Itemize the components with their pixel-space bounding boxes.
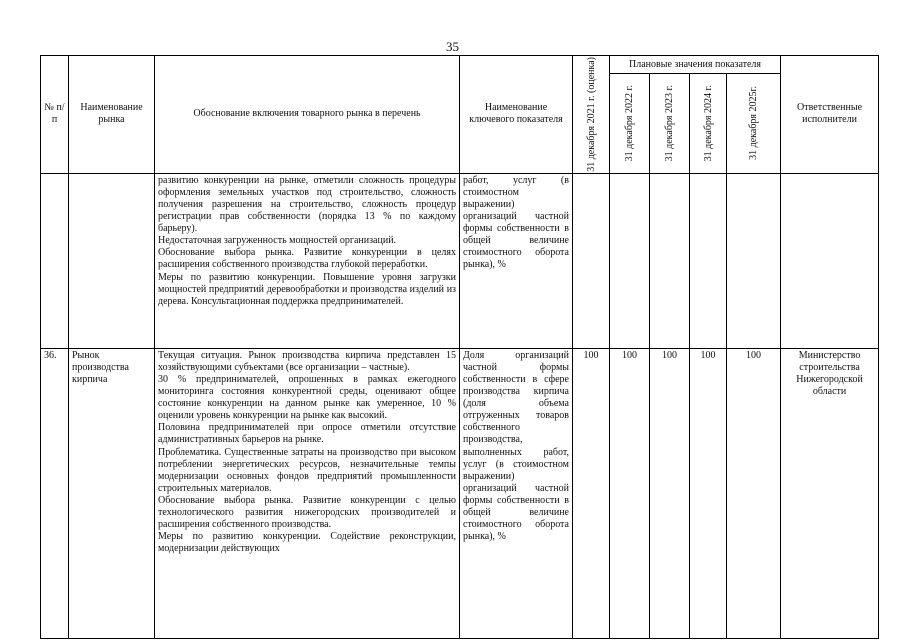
- header-2021: 31 декабря 2021 г. (оценка): [573, 56, 610, 174]
- header-responsible: Ответственные исполнители: [781, 56, 879, 174]
- row-number: 36.: [41, 348, 69, 638]
- header-justification: Обоснование включения товарного рынка в перечень: [155, 56, 460, 174]
- header-planned-values: Плановые значения показателя: [610, 56, 781, 74]
- header-2022: 31 декабря 2022 г.: [610, 73, 650, 173]
- value-2024: 100: [690, 348, 727, 638]
- market-justification: Текущая ситуация. Рынок производства кирпича представлен 15 хозяйствующими субъектами (все организации – частные). 30 % предпринимателей, опрошенных в рамках ежегодного мониторинга состояния конкурентной среды, оценивают общее состояние конкуренции на данном рынке как умеренное, 10 % оценили уровень конкуренции на рынке как высокий. Половина предпринимателей при опросе отметили отсутствие административных барьеров на рынке. Проблематика. Существенные затраты на производство при высоком потреблении энергетических ресурсов, незначительные темпы модернизации основных фондов предприятий промышленности строительных материалов. Обоснование выбора рынка. Развитие конкуренции с целью технологического развития нижегородских производителей и расширения собственного производства. Меры по развитию конкуренции. Содействие реконструкции, модернизации действующих: [155, 348, 460, 638]
- prev-justification: развитию конкуренции на рынке, отметили сложность процедуры оформления земельных участков под строительство, сложность получения разрешения на строительство, сложность процедур регистрации прав собственности (порядка 13 % по каждому барьеру). Недостаточная загруженность мощностей организаций. Обоснование выбора рынка. Развитие конкуренции в целях расширения собственного производства глубокой переработки. Меры по развитию конкуренции. Повышение уровня загрузки мощностей предприятий деревообработки и производства изделий из дерева. Консультационная поддержка предпринимателей.: [155, 173, 460, 348]
- header-2025: 31 декабря 2025г.: [727, 73, 781, 173]
- value-2022: 100: [610, 348, 650, 638]
- key-indicator: Доля организаций частной формы собственности в сфере производства кирпича (доля объема отгруженных товаров собственного производства, выполненных работ, услуг (в стоимостном выражении) организаций частной формы собственности в общей величине стоимостного оборота рынка), %: [460, 348, 573, 638]
- value-2023: 100: [650, 348, 690, 638]
- table-row-continued: [41, 173, 879, 348]
- competition-market-table: [40, 55, 879, 639]
- header-indicator: Наименование ключевого показателя: [460, 56, 573, 174]
- value-2025: 100: [727, 348, 781, 638]
- responsible-executor: Министерство строительства Нижегородской области: [781, 348, 879, 638]
- page-number: 35: [446, 39, 459, 54]
- market-name: Рынок производства кирпича: [69, 348, 155, 638]
- table-row-36: [41, 348, 879, 638]
- value-2021: 100: [573, 348, 610, 638]
- header-market: Наименование рынка: [69, 56, 155, 174]
- header-2023: 31 декабря 2023 г.: [650, 73, 690, 173]
- header-num: № п/п: [41, 56, 69, 174]
- header-2024: 31 декабря 2024 г.: [690, 73, 727, 173]
- prev-indicator: работ, услуг (в стоимостном выражении) организаций частной формы собственности в общей величине стоимостного оборота рынка), %: [460, 173, 573, 348]
